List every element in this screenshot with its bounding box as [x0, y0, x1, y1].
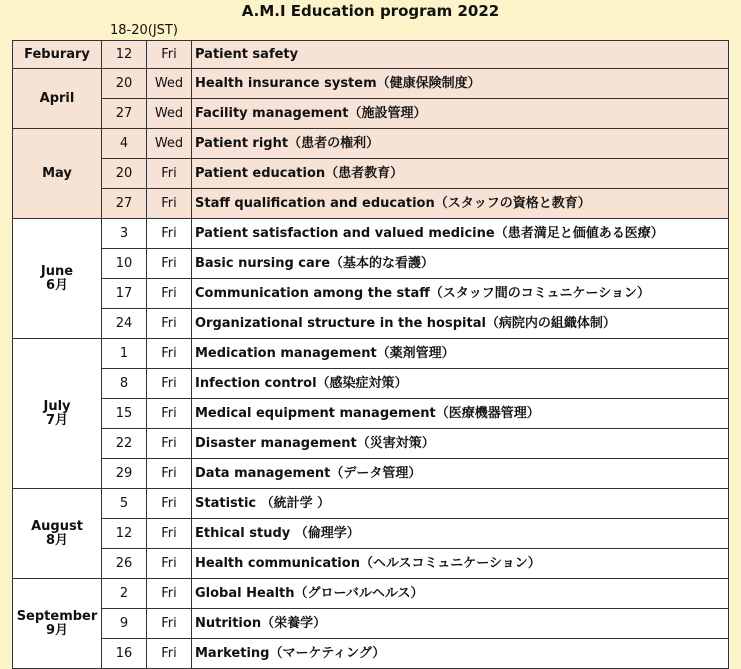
table-row	[13, 69, 729, 99]
table-row	[13, 159, 729, 189]
weekday-cell: Fri	[147, 639, 192, 669]
month-cell	[13, 489, 102, 579]
day-cell: 9	[102, 609, 147, 639]
day-cell: 4	[102, 129, 147, 159]
weekday-cell: Fri	[147, 41, 192, 69]
weekday-cell: Fri	[147, 279, 192, 309]
month-name: Feburary	[24, 46, 90, 62]
month-name-jp: 6月	[45, 277, 69, 293]
day-cell: 12	[102, 519, 147, 549]
month-cell	[13, 41, 102, 69]
day-cell: 15	[102, 399, 147, 429]
topic-cell: Medication management（薬剤管理）	[192, 339, 729, 369]
day-cell: 2	[102, 579, 147, 609]
day-cell: 10	[102, 249, 147, 279]
table-row	[13, 219, 729, 249]
month-name: June	[40, 263, 74, 279]
table-row	[13, 339, 729, 369]
table-row	[13, 639, 729, 669]
day-cell: 1	[102, 339, 147, 369]
table-row	[13, 579, 729, 609]
day-cell: 27	[102, 99, 147, 129]
month-name-jp: 8月	[45, 532, 69, 548]
weekday-cell: Fri	[147, 399, 192, 429]
weekday-cell: Fri	[147, 159, 192, 189]
weekday-cell: Fri	[147, 459, 192, 489]
table-row	[13, 459, 729, 489]
topic-cell: Communication among the staff（スタッフ間のコミュニケーション）	[192, 279, 729, 309]
month-cell	[13, 129, 102, 219]
topic-cell: Facility management（施設管理）	[192, 99, 729, 129]
topic-cell: Infection control（感染症対策）	[192, 369, 729, 399]
month-cell	[13, 69, 102, 129]
topic-cell: Medical equipment management（医療機器管理）	[192, 399, 729, 429]
topic-cell: Nutrition（栄養学）	[192, 609, 729, 639]
day-cell: 12	[102, 41, 147, 69]
table-row	[13, 399, 729, 429]
table-row	[13, 519, 729, 549]
weekday-cell: Fri	[147, 339, 192, 369]
day-cell: 22	[102, 429, 147, 459]
topic-cell: Marketing（マーケティング）	[192, 639, 729, 669]
table-row	[13, 189, 729, 219]
weekday-cell: Fri	[147, 579, 192, 609]
weekday-cell: Fri	[147, 249, 192, 279]
topic-cell: Global Health（グローバルヘルス）	[192, 579, 729, 609]
topic-cell: Patient right（患者の権利）	[192, 129, 729, 159]
table-row	[13, 309, 729, 339]
table-row	[13, 129, 729, 159]
topic-cell: Patient satisfaction and valued medicine（患者満足と価値ある医療）	[192, 219, 729, 249]
day-cell: 8	[102, 369, 147, 399]
topic-cell: Ethical study （倫理学）	[192, 519, 729, 549]
topic-cell: Health insurance system（健康保険制度）	[192, 69, 729, 99]
topic-cell: Organizational structure in the hospital（病院内の組織体制）	[192, 309, 729, 339]
weekday-cell: Wed	[147, 99, 192, 129]
topic-cell: Statistic （統計学 ）	[192, 489, 729, 519]
page-title: A.M.I Education program 2022	[241, 2, 500, 20]
weekday-cell: Wed	[147, 129, 192, 159]
month-cell	[13, 339, 102, 489]
day-cell: 27	[102, 189, 147, 219]
day-cell: 3	[102, 219, 147, 249]
weekday-cell: Fri	[147, 369, 192, 399]
weekday-cell: Fri	[147, 429, 192, 459]
day-cell: 17	[102, 279, 147, 309]
schedule-body	[13, 41, 729, 669]
day-cell: 24	[102, 309, 147, 339]
table-row	[13, 249, 729, 279]
topic-cell: Data management（データ管理）	[192, 459, 729, 489]
weekday-cell: Fri	[147, 189, 192, 219]
month-name: May	[42, 165, 72, 181]
topic-cell: Disaster management（災害対策）	[192, 429, 729, 459]
day-cell: 29	[102, 459, 147, 489]
day-cell: 26	[102, 549, 147, 579]
weekday-cell: Fri	[147, 609, 192, 639]
table-row	[13, 609, 729, 639]
topic-cell: Health communication（ヘルスコミュニケーション）	[192, 549, 729, 579]
month-name-jp: 9月	[45, 622, 69, 638]
table-row	[13, 99, 729, 129]
table-row	[13, 279, 729, 309]
month-name: September	[16, 608, 98, 624]
weekday-cell: Wed	[147, 69, 192, 99]
day-cell: 16	[102, 639, 147, 669]
table-row	[13, 429, 729, 459]
month-cell	[13, 579, 102, 669]
weekday-cell: Fri	[147, 309, 192, 339]
day-cell: 20	[102, 159, 147, 189]
table-row	[13, 549, 729, 579]
table-row	[13, 369, 729, 399]
time-note: 18-20(JST)	[110, 23, 178, 38]
table-row	[13, 41, 729, 69]
topic-cell: Basic nursing care（基本的な看護）	[192, 249, 729, 279]
schedule-table	[12, 40, 729, 669]
month-cell	[13, 219, 102, 339]
day-cell: 20	[102, 69, 147, 99]
weekday-cell: Fri	[147, 519, 192, 549]
month-name-jp: 7月	[45, 412, 69, 428]
topic-cell: Patient safety	[192, 41, 729, 69]
month-name: April	[39, 90, 75, 106]
table-row	[13, 489, 729, 519]
month-name: July	[43, 398, 71, 414]
weekday-cell: Fri	[147, 219, 192, 249]
weekday-cell: Fri	[147, 489, 192, 519]
day-cell: 5	[102, 489, 147, 519]
month-name: August	[31, 518, 83, 534]
topic-cell: Staff qualification and education（スタッフの資格と教育）	[192, 189, 729, 219]
topic-cell: Patient education（患者教育）	[192, 159, 729, 189]
weekday-cell: Fri	[147, 549, 192, 579]
